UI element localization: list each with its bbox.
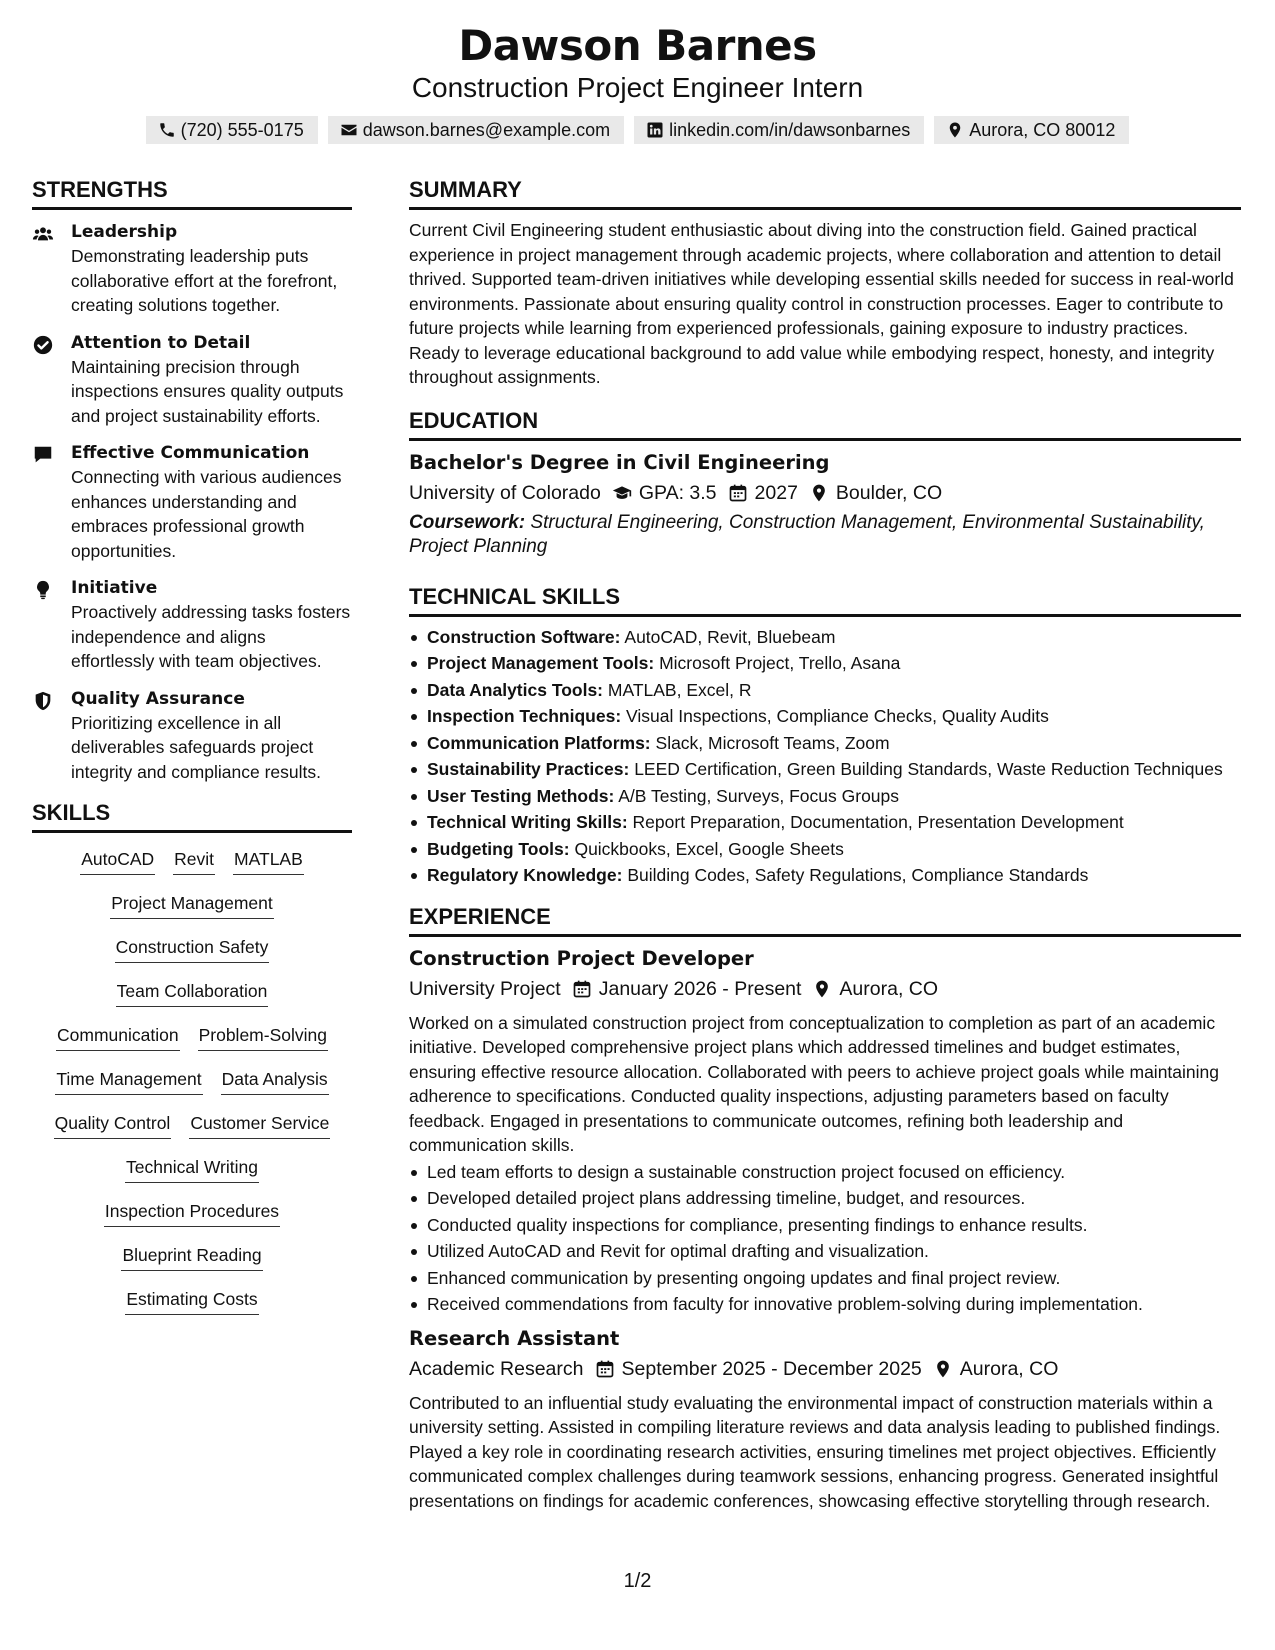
skill-values: Building Codes, Safety Regulations, Compliance Standards: [627, 865, 1089, 885]
list-item: [409, 704, 1241, 729]
location-pin-icon: [946, 121, 964, 139]
coursework: [409, 511, 1241, 560]
list-item: Conducted quality inspections for compliance, presenting findings to enhance results.: [409, 1213, 1241, 1238]
skill-category: Regulatory Knowledge:: [427, 865, 623, 885]
job-dates: September 2025 - December 2025: [621, 1357, 922, 1380]
contact-bar: [0, 116, 1275, 144]
strengths-heading: STRENGTHS: [32, 175, 352, 210]
skill-values: Quickbooks, Excel, Google Sheets: [574, 838, 844, 859]
skill-values: MATLAB, Excel, R: [607, 679, 752, 700]
school-location: Boulder, CO: [835, 481, 943, 504]
strength-item: [32, 331, 352, 429]
skill-row: [104, 1199, 280, 1227]
coursework-label: Coursework:: [409, 511, 526, 533]
job-role: Construction Project Developer: [409, 946, 754, 970]
skill-category: Construction Software:: [427, 626, 621, 647]
strength-description: Proactively addressing tasks fosters independence and aligns effortlessly with team objectives.: [71, 602, 351, 671]
skill-chip: Estimating Costs: [125, 1287, 258, 1315]
job-description: Worked on a simulated construction project from conceptualization to completion as part of an academic initiative. Developed comprehensive project plans which addressed timelines and budget estimates, ensuring effective resource allocation. Collaborated with peers to achieve project goals while maintaining adherence to specifications. Conducted quality inspections, adjusting parameters based on faculty feedback. Engaged in presentations to communicate outcomes, refining both leadership and communication skills.: [409, 1012, 1219, 1155]
skill-row: [55, 1067, 328, 1095]
skill-chip: Customer Service: [189, 1111, 330, 1139]
users-icon: [32, 223, 54, 245]
list-item: Utilized AutoCAD and Revit for optimal drafting and visualization.: [409, 1239, 1241, 1264]
skill-row: [80, 847, 304, 875]
list-item: [409, 625, 1241, 650]
strength-item: [32, 576, 352, 674]
strength-title: Attention to Detail: [71, 332, 251, 353]
lightbulb-icon: [32, 579, 54, 601]
job-bullets: [409, 1160, 1241, 1317]
degree-title: Bachelor's Degree in Civil Engineering: [409, 450, 830, 474]
job-meta: [409, 975, 1241, 1003]
list-item: [409, 863, 1241, 888]
strengths-list: [32, 220, 352, 784]
skill-category: Technical Writing Skills:: [427, 812, 628, 832]
location-pin-icon: [812, 979, 832, 999]
right-column: [409, 175, 1241, 1513]
list-item: Received commendations from faculty for innovative problem-solving during implementation.: [409, 1292, 1241, 1317]
skill-row: [56, 1023, 328, 1051]
check-circle-icon: [32, 334, 54, 356]
job-entry: [409, 945, 1241, 1317]
skill-chip: Inspection Procedures: [104, 1199, 280, 1227]
coursework-list: Structural Engineering, Construction Management, Environmental Sustainability, Project Planning: [409, 511, 1205, 557]
shield-icon: [32, 690, 54, 712]
skill-chip: Project Management: [110, 891, 273, 919]
strength-title: Leadership: [71, 222, 178, 242]
skill-chip: Time Management: [55, 1067, 202, 1095]
contact-linkedin[interactable]: [634, 116, 924, 144]
skill-chip: Data Analysis: [221, 1067, 329, 1095]
location-text: Aurora, CO 80012: [969, 120, 1116, 140]
skill-chip: Quality Control: [54, 1111, 172, 1139]
experience-heading: EXPERIENCE: [409, 902, 1241, 937]
skill-values: A/B Testing, Surveys, Focus Groups: [618, 785, 900, 806]
skill-values: Visual Inspections, Compliance Checks, Quality Audits: [626, 706, 1049, 726]
skill-chip: Technical Writing: [125, 1155, 259, 1183]
strength-description: Maintaining precision through inspections ensures quality outputs and project sustainability efforts.: [71, 356, 344, 426]
skill-row: [121, 1243, 262, 1271]
skill-chip: Construction Safety: [115, 935, 270, 963]
list-item: [409, 837, 1241, 862]
strength-title: Quality Assurance: [71, 688, 245, 709]
skill-chip: MATLAB: [233, 847, 304, 875]
list-item: Enhanced communication by presenting ongoing updates and final project review.: [409, 1266, 1241, 1291]
list-item: [409, 757, 1241, 782]
skill-chip: AutoCAD: [80, 847, 155, 875]
job-role: Research Assistant: [409, 1326, 620, 1350]
graduation-cap-icon: [612, 483, 632, 503]
comment-icon: [32, 444, 54, 466]
list-item: [409, 810, 1241, 835]
list-item: [409, 678, 1241, 703]
job-org: University Project: [409, 977, 561, 1000]
strength-description: Prioritizing excellence in all deliverables safeguards project integrity and compliance results.: [71, 712, 321, 782]
strength-description: Demonstrating leadership puts collaborative effort at the forefront, creating solutions together.: [71, 246, 338, 315]
list-item: [409, 651, 1241, 676]
technical-skills-heading: TECHNICAL SKILLS: [409, 582, 1241, 617]
skill-chip: Problem-Solving: [198, 1023, 328, 1051]
list-item: [409, 731, 1241, 756]
linkedin-text: linkedin.com/in/dawsonbarnes: [669, 120, 911, 140]
job-dates: January 2026 - Present: [598, 977, 802, 1000]
list-item: Developed detailed project plans addressing timeline, budget, and resources.: [409, 1186, 1241, 1211]
job-location: Aurora, CO: [959, 1357, 1059, 1380]
skill-row: [54, 1111, 331, 1139]
skill-values: Report Preparation, Documentation, Presentation Development: [632, 812, 1124, 832]
skill-category: Sustainability Practices:: [427, 759, 630, 779]
skill-row: [110, 891, 273, 919]
candidate-title: Construction Project Engineer Intern: [411, 72, 864, 103]
job-entry: [409, 1325, 1241, 1514]
education-meta: [409, 479, 1241, 507]
phone-text: (720) 555-0175: [180, 120, 304, 140]
calendar-icon: [728, 483, 748, 503]
contact-phone[interactable]: [146, 116, 318, 144]
summary-text: Current Civil Engineering student enthusiastic about diving into the construction field. Gained practical experience in project management through academic projects, where collaboration and attention to detail thrived. Supported team-driven initiatives while developing essential skills needed for success in real-world environments. Passionate about ensuring quality control in construction processes. Eager to contribute to future projects while learning from experienced professionals, gaining exposure to industry practices. Ready to leverage educational background to add value while embodying respect, honesty, and integrity throughout assignments.: [409, 220, 1234, 387]
school-name: University of Colorado: [409, 481, 601, 504]
email-text: dawson.barnes@example.com: [362, 120, 611, 140]
skill-chip: Team Collaboration: [116, 979, 269, 1007]
strength-item: [32, 220, 352, 318]
skill-values: Microsoft Project, Trello, Asana: [659, 653, 901, 673]
strength-item: [32, 687, 352, 785]
list-item: [409, 784, 1241, 809]
contact-email[interactable]: [328, 116, 624, 144]
linkedin-icon: [646, 121, 664, 139]
skill-chip: Communication: [56, 1023, 180, 1051]
location-pin-icon: [809, 483, 829, 503]
skill-category: Inspection Techniques:: [427, 706, 622, 726]
contact-location: [934, 116, 1129, 144]
strength-title: Initiative: [71, 578, 158, 598]
strength-item: [32, 441, 352, 563]
skill-row: [115, 935, 270, 963]
skill-row: [125, 1287, 258, 1315]
skill-values: Slack, Microsoft Teams, Zoom: [655, 732, 890, 753]
candidate-name: Dawson Barnes: [458, 21, 817, 70]
skill-values: LEED Certification, Green Building Standards, Waste Reduction Techniques: [634, 759, 1223, 779]
job-org: Academic Research: [409, 1357, 584, 1380]
envelope-icon: [340, 121, 358, 139]
skill-chip: Blueprint Reading: [121, 1243, 262, 1271]
left-column: [32, 175, 352, 1315]
summary-heading: SUMMARY: [409, 175, 1241, 210]
skills-heading: SKILLS: [32, 798, 352, 833]
education-heading: EDUCATION: [409, 406, 1241, 441]
calendar-icon: [595, 1359, 615, 1379]
skill-category: User Testing Methods:: [427, 785, 615, 806]
list-item: Led team efforts to design a sustainable construction project focused on efficiency.: [409, 1160, 1241, 1185]
job-location: Aurora, CO: [839, 977, 939, 1000]
job-meta: [409, 1355, 1241, 1383]
job-description: Contributed to an influential study evaluating the environmental impact of construction materials within a university setting. Assisted in compiling literature reviews and data analysis leading to published findings. Played a key role in coordinating research activities, ensuring timelines met project objectives. Efficiently communicated complex challenges during teamwork sessions, enhancing progress. Generated insightful presentations on findings for academic conferences, showcasing effective storytelling through research.: [409, 1392, 1221, 1511]
gpa-text: GPA: 3.5: [638, 481, 717, 504]
skill-category: Budgeting Tools:: [427, 838, 570, 859]
skill-values: AutoCAD, Revit, Bluebeam: [624, 626, 836, 647]
location-pin-icon: [933, 1359, 953, 1379]
skills-chips: [32, 847, 352, 1315]
strength-description: Connecting with various audiences enhances understanding and embraces professional growth opportunities.: [71, 467, 342, 561]
skill-row: [125, 1155, 259, 1183]
phone-icon: [158, 121, 176, 139]
technical-skills-list: [409, 625, 1241, 888]
skill-category: Project Management Tools:: [427, 653, 655, 673]
skill-category: Communication Platforms:: [427, 732, 651, 753]
strength-title: Effective Communication: [71, 443, 310, 463]
graduation-year: 2027: [754, 481, 798, 504]
page-number: 1/2: [623, 1570, 652, 1592]
skill-row: [116, 979, 269, 1007]
skill-chip: Revit: [173, 847, 215, 875]
calendar-icon: [572, 979, 592, 999]
resume-header: [0, 20, 1275, 144]
skill-category: Data Analytics Tools:: [427, 679, 604, 700]
